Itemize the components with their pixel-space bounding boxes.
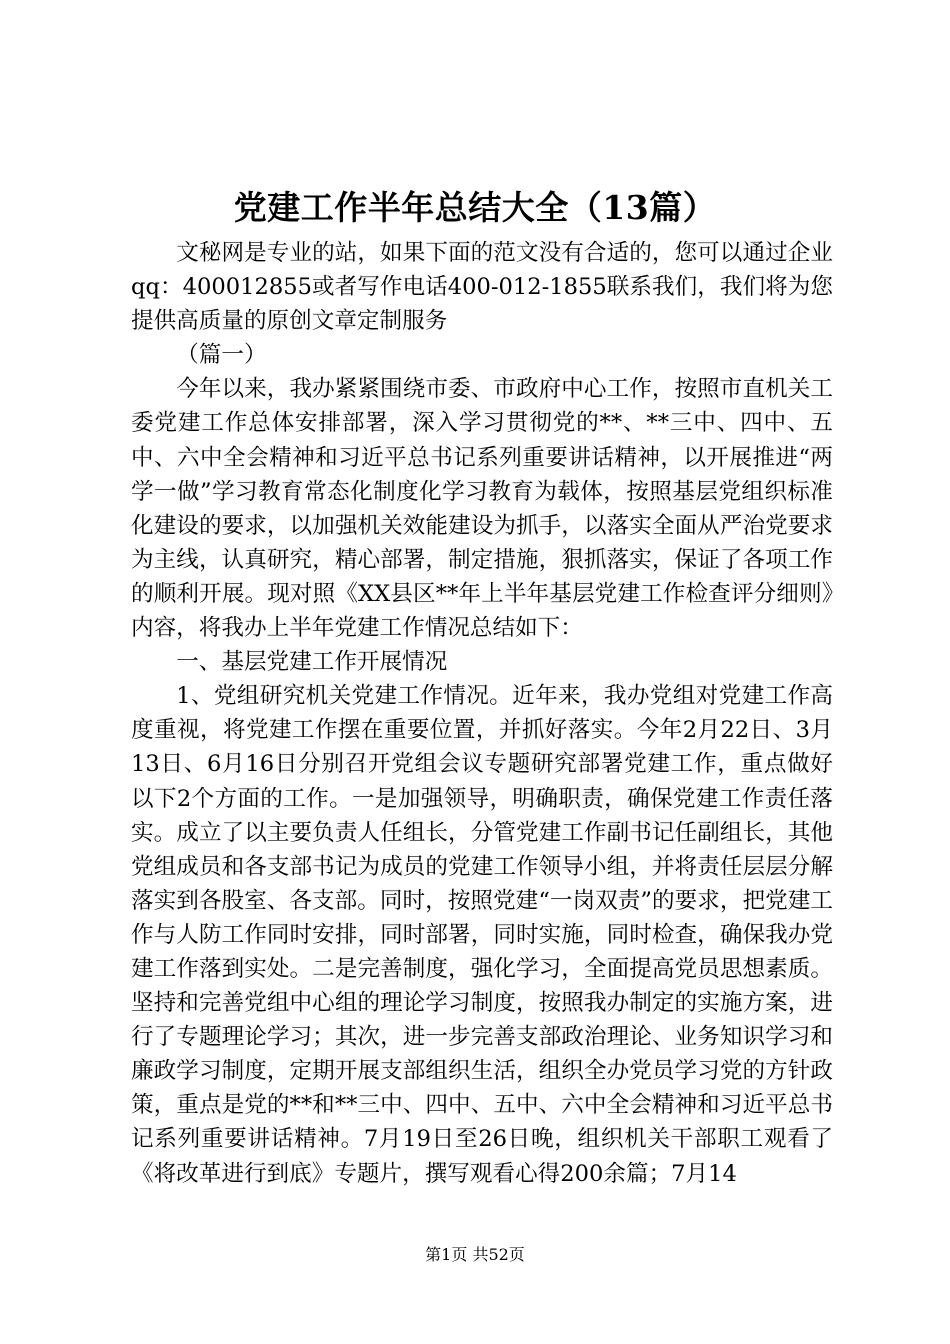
body-paragraph: 1、党组研究机关党建工作情况。近年来，我办党组对党建工作高度重视，将党建工作摆在重要位置，并抓好落实。今年2月22日、3月13日、6月16日分别召开党组会议专题研究部署党建工作，重点做好以下2个方面的工作。一是加强领导，明确职责，确保党建工作责任落实。成立了以主要负责人任组长，分管党建工作副书记任副组长，其他党组成员和各支部书记为成员的党建工作领导小组，并将责任层层分解落实到各股室、各支部。同时，按照党建“一岗双责”的要求，把党建工作与人防工作同时安排，同时部署，同时实施，同时检查，确保我办党建工作落到实处。二是完善制度，强化学习，全面提高党员思想素质。坚持和完善党组中心组的理论学习制度，按照我办制定的实施方案，进行了专题理论学习；其次，进一步完善支部政治理论、业务知识学习和廉政学习制度，定期开展支部组织生活，组织全办党员学习党的方针政策，重点是党的**和**三中、四中、五中、六中全会精神和习近平总书记系列重要讲话精神。7月19日至26日晚，组织机关干部职工观看了《将改革进行到底》专题片，撰写观看心得200余篇；7月14: [131, 683, 833, 1187]
document-title: 党建工作半年总结大全（13篇）: [233, 188, 717, 227]
intro-paragraph: 文秘网是专业的站，如果下面的范文没有合适的，您可以通过企业qq：400012855或者写作电话400-012-1855联系我们，我们将为您提供高质量的原创文章定制服务: [131, 240, 833, 335]
page-number-footer: 第1页 共52页: [425, 1245, 525, 1264]
document-body: [131, 236, 833, 1191]
section-heading: 一、基层党建工作开展情况: [176, 649, 448, 676]
body-paragraph: 今年以来，我办紧紧围绕市委、市政府中心工作，按照市直机关工委党建工作总体安排部署，深入学习贯彻党的**、**三中、四中、五中、六中全会精神和习近平总书记系列重要讲话精神，以开展推进“两学一做”学习教育常态化制度化学习教育为载体，按照基层党组织标准化建设的要求，以加强机关效能建设为抓手，以落实全面从严治党要求为主线，认真研究，精心部署，制定措施，狠抓落实，保证了各项工作的顺利开展。现对照《XX县区**年上半年基层党建工作检查评分细则》内容，将我办上半年党建工作情况总结如下：: [131, 376, 833, 642]
section-label: （篇一）: [176, 342, 267, 369]
